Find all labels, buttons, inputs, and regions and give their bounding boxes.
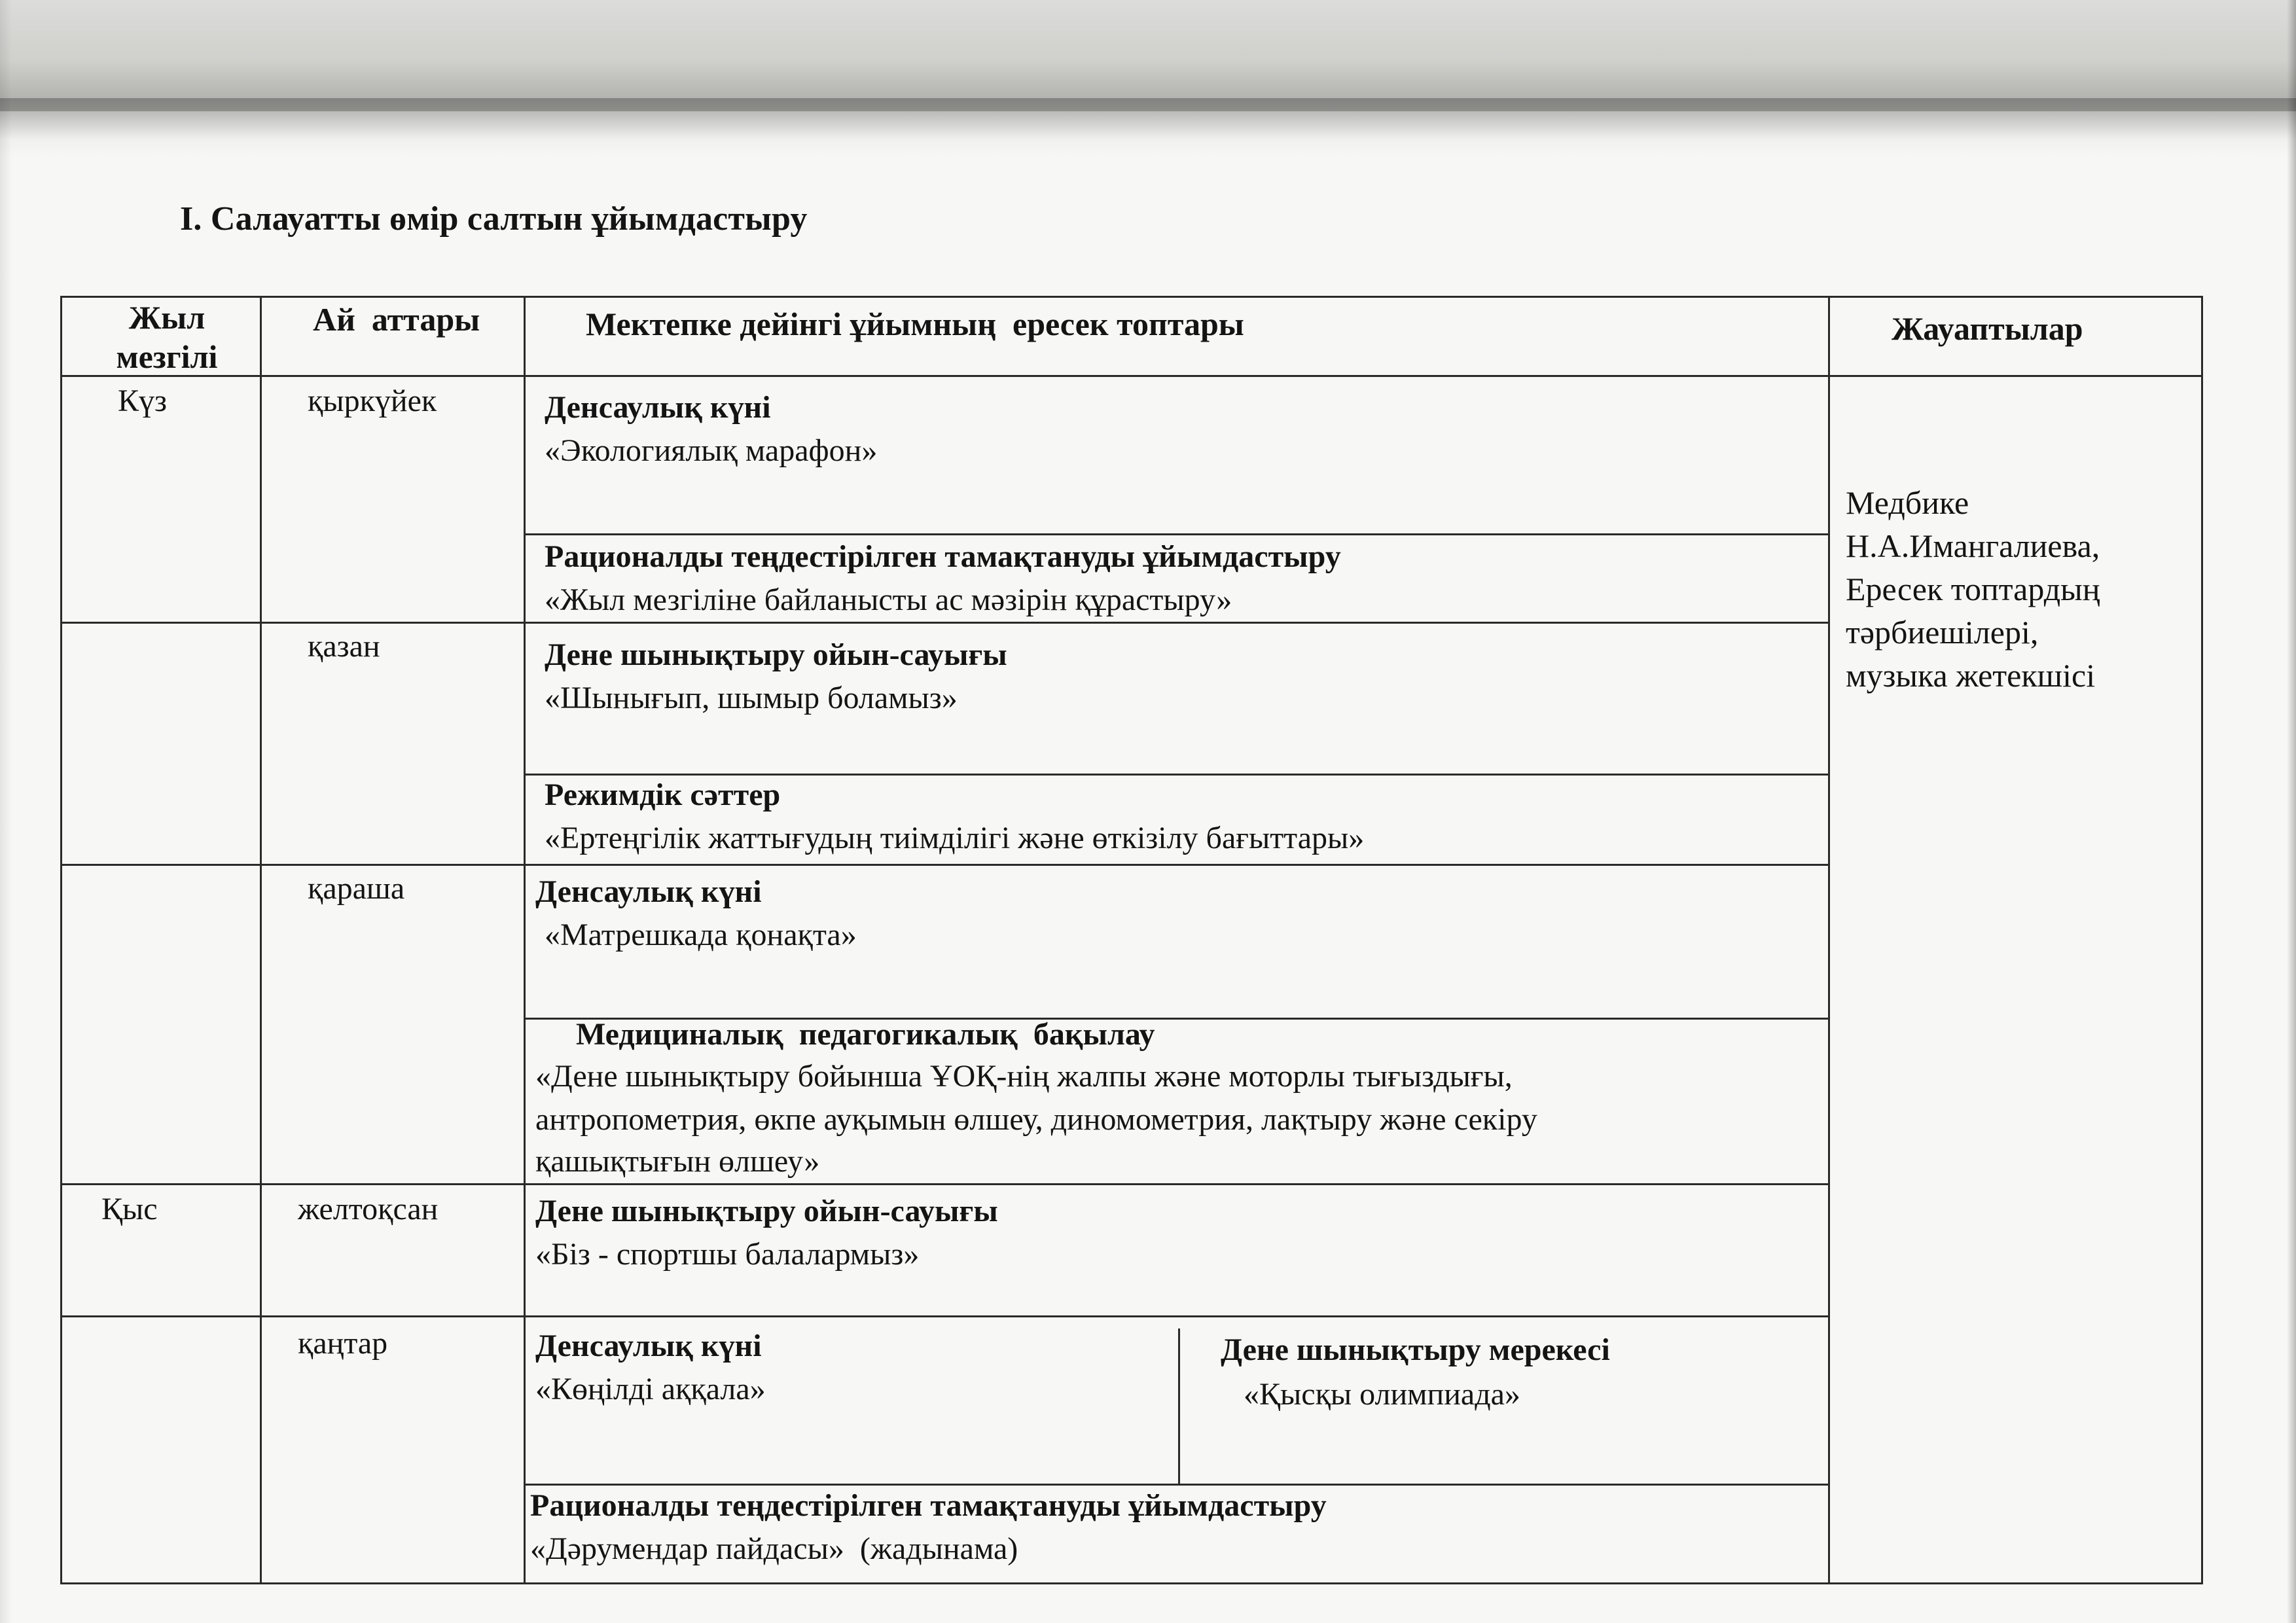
table-border-right [2201,296,2203,1584]
header-season [92,298,242,376]
col-divider-2 [524,296,526,1584]
event-5-subtitle: «Матрешкада қонақта» [545,918,857,952]
scan-top-band [0,0,2296,111]
responsible-line-2: Н.А.Имангалиева, [1846,527,2100,564]
event-8-title: Денсаулық күні [535,1329,762,1363]
col-divider-3 [1828,296,1830,1584]
event-9-subtitle: «Қысқы олимпиада» [1244,1377,1520,1412]
event-2-subtitle: «Жыл мезгіліне байланысты ас мәзірін құрастыру» [545,582,1232,617]
event-10-subtitle: «Дәрумендар пайдасы» (жадынама) [530,1531,1018,1566]
event-1-title: Денсаулық күні [545,390,771,425]
event-1-subtitle: «Экологиялық марафон» [545,433,878,468]
event-6-title: Медициналық педагогикалық бақылау [576,1017,1155,1052]
january-split [1178,1329,1180,1484]
month-divider-3 [60,1183,1830,1185]
event-10-title: Рационалды теңдестірілген тамақтануды ұйымдастыру [530,1488,1327,1523]
event-4-title: Режимдік сәттер [545,777,781,812]
month-december: желтоқсан [298,1192,439,1226]
event-3-title: Дене шынықтыру ойын-сауығы [545,637,1007,672]
event-6-line-2: антропометрия, өкпе ауқымын өлшеу, диномометрия, лақтыру және секіру [535,1102,1537,1137]
season-winter: Қыс [101,1192,158,1226]
header-month: Ай аттары [313,301,480,338]
month-november: қараша [308,871,405,906]
event-2-title: Рационалды теңдестірілген тамақтануды ұйымдастыру [545,539,1341,574]
responsible-line-1: Медбике [1846,484,1969,521]
event-9-title: Дене шынықтыру мерекесі [1221,1332,1610,1367]
month-divider-1 [60,622,1830,624]
event-3-subtitle: «Шынығып, шымыр боламыз» [545,681,958,715]
page-heading: І. Салауатты өмір салтын ұйымдастыру [180,200,808,238]
header-season-line-1: Жыл [128,299,206,336]
header-groups: Мектепке дейінгі ұйымның ересек топтары [586,306,1244,342]
table-border-top [60,296,2203,298]
event-5-title: Денсаулық күні [535,874,762,909]
event-7-title: Дене шынықтыру ойын-сауығы [535,1194,998,1228]
header-responsible: Жауаптылар [1892,310,2083,347]
month-october: қазан [308,629,380,664]
table-border-bottom [60,1582,2203,1584]
col-divider-1 [260,296,262,1584]
header-divider [60,375,2203,377]
responsible-line-4: тәрбиешілері, [1846,614,2039,651]
month-january: қаңтар [298,1326,388,1361]
event-4-subtitle: «Ертеңгілік жаттығудың тиімділігі және өткізілу бағыттары» [545,821,1365,855]
table-border-left [60,296,62,1584]
responsible-line-5: музыка жетекшісі [1846,657,2096,694]
month-divider-2 [60,864,1830,866]
scan-right-edge [2287,0,2296,1623]
month-september: қыркүйек [308,383,437,418]
event-6-line-1: «Дене шынықтыру бойынша ҰОҚ-нің жалпы және моторлы тығыздығы, [535,1059,1513,1094]
responsible-people [1846,481,2100,697]
header-season-line-2: мезгілі [116,338,218,375]
season-autumn: Күз [118,383,167,418]
event-8-subtitle: «Көңілді аққала» [535,1372,766,1406]
event-6-line-3: қашықтығын өлшеу» [535,1144,820,1179]
responsible-line-3: Ересек топтардың [1846,571,2100,607]
month-divider-4 [60,1315,1830,1317]
scan-shadow [0,98,2296,157]
scan-left-edge [0,0,12,1623]
event-7-subtitle: «Біз - спортшы балалармыз» [535,1237,920,1272]
